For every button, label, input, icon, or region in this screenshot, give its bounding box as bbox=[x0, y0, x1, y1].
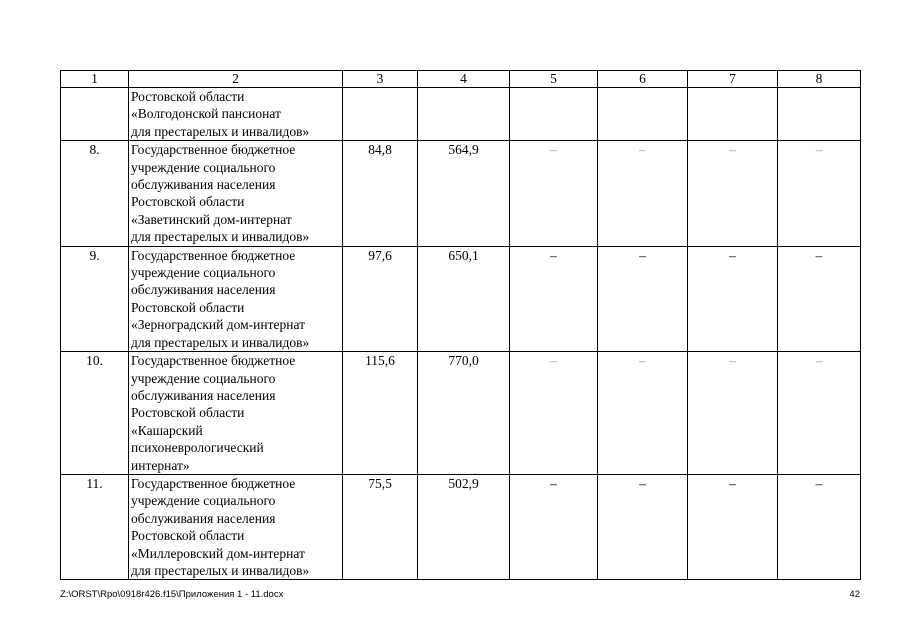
row-number-cell: 10. bbox=[61, 352, 129, 475]
value-cell-col3: 84,8 bbox=[343, 141, 418, 246]
dash-cell: – bbox=[688, 352, 778, 475]
name-line: для престарелых и инвалидов» bbox=[131, 123, 310, 139]
dash-cell: – bbox=[598, 141, 688, 246]
name-line: Государственное бюджетное bbox=[131, 142, 296, 158]
column-header: 5 bbox=[510, 71, 598, 88]
value-cell-col4: 770,0 bbox=[418, 352, 510, 475]
name-line: учреждение социального bbox=[131, 370, 276, 386]
name-line: обслуживания населения bbox=[131, 282, 276, 298]
name-line: «Кашарский bbox=[131, 422, 203, 438]
name-line: учреждение социального bbox=[131, 493, 276, 509]
name-line: Государственное бюджетное bbox=[131, 247, 296, 263]
table-row bbox=[61, 141, 861, 246]
value-cell-col4: 564,9 bbox=[418, 141, 510, 246]
table-row-continuation bbox=[61, 88, 861, 141]
header-row bbox=[61, 71, 861, 88]
dash-cell: – bbox=[510, 474, 598, 579]
table-row bbox=[61, 474, 861, 579]
page-number: 42 bbox=[849, 589, 860, 600]
dash-cell: – bbox=[688, 474, 778, 579]
dash-cell: – bbox=[510, 352, 598, 475]
name-line: «Заветинский дом-интернат bbox=[131, 211, 292, 227]
name-line: Государственное бюджетное bbox=[131, 475, 296, 491]
name-line: для престарелых и инвалидов» bbox=[131, 334, 310, 350]
name-line: Ростовской области bbox=[131, 528, 245, 544]
name-line: «Зерноградский дом-интернат bbox=[131, 317, 306, 333]
name-line: для престарелых и инвалидов» bbox=[131, 229, 310, 245]
institution-name-cell bbox=[129, 474, 343, 579]
dash-cell: – bbox=[598, 352, 688, 475]
table-cell bbox=[688, 88, 778, 141]
column-header: 2 bbox=[129, 71, 343, 88]
name-line: обслуживания населения bbox=[131, 387, 276, 403]
name-line: Государственное бюджетное bbox=[131, 353, 296, 369]
name-line: Ростовской области bbox=[131, 89, 245, 104]
row-number-cell: 8. bbox=[61, 141, 129, 246]
dash-cell: – bbox=[598, 474, 688, 579]
column-header: 7 bbox=[688, 71, 778, 88]
row-number-cell bbox=[61, 88, 129, 141]
name-line: учреждение социального bbox=[131, 159, 276, 175]
table-cell bbox=[778, 88, 861, 141]
table-cell bbox=[510, 88, 598, 141]
dash-cell: – bbox=[510, 246, 598, 351]
table-row bbox=[61, 246, 861, 351]
column-header: 8 bbox=[778, 71, 861, 88]
table-cell bbox=[343, 88, 418, 141]
dash-cell: – bbox=[778, 141, 861, 246]
dash-cell: – bbox=[688, 141, 778, 246]
dash-cell: – bbox=[778, 474, 861, 579]
value-cell-col4: 502,9 bbox=[418, 474, 510, 579]
name-line: учреждение социального bbox=[131, 265, 276, 281]
value-cell-col3: 115,6 bbox=[343, 352, 418, 475]
data-table bbox=[60, 70, 861, 580]
name-line: «Миллеровский дом-интернат bbox=[131, 545, 305, 561]
dash-cell: – bbox=[510, 141, 598, 246]
dash-cell: – bbox=[778, 352, 861, 475]
column-header: 3 bbox=[343, 71, 418, 88]
institution-name-cell bbox=[129, 141, 343, 246]
institution-name-cell bbox=[129, 246, 343, 351]
table-cell bbox=[418, 88, 510, 141]
name-line: Ростовской области bbox=[131, 405, 245, 421]
institution-name-cell bbox=[129, 88, 343, 141]
value-cell-col3: 75,5 bbox=[343, 474, 418, 579]
name-line: психоневрологический bbox=[131, 440, 264, 456]
column-header: 4 bbox=[418, 71, 510, 88]
column-header: 6 bbox=[598, 71, 688, 88]
row-number-cell: 9. bbox=[61, 246, 129, 351]
name-line: Ростовской области bbox=[131, 194, 245, 210]
dash-cell: – bbox=[598, 246, 688, 351]
name-line: Ростовской области bbox=[131, 299, 245, 315]
table-cell bbox=[598, 88, 688, 141]
value-cell-col4: 650,1 bbox=[418, 246, 510, 351]
column-header: 1 bbox=[61, 71, 129, 88]
footer-file-path: Z:\ORST\Rpo\0918r426.f15\Приложения 1 - 11.docx bbox=[60, 589, 284, 600]
name-line: «Волгодонской пансионат bbox=[131, 106, 281, 122]
table-row bbox=[61, 352, 861, 475]
name-line: обслуживания населения bbox=[131, 510, 276, 526]
institution-name-cell bbox=[129, 352, 343, 475]
dash-cell: – bbox=[778, 246, 861, 351]
name-line: для престарелых и инвалидов» bbox=[131, 562, 310, 578]
name-line: обслуживания населения bbox=[131, 177, 276, 193]
row-number-cell: 11. bbox=[61, 474, 129, 579]
name-line: интернат» bbox=[131, 457, 190, 473]
value-cell-col3: 97,6 bbox=[343, 246, 418, 351]
dash-cell: – bbox=[688, 246, 778, 351]
